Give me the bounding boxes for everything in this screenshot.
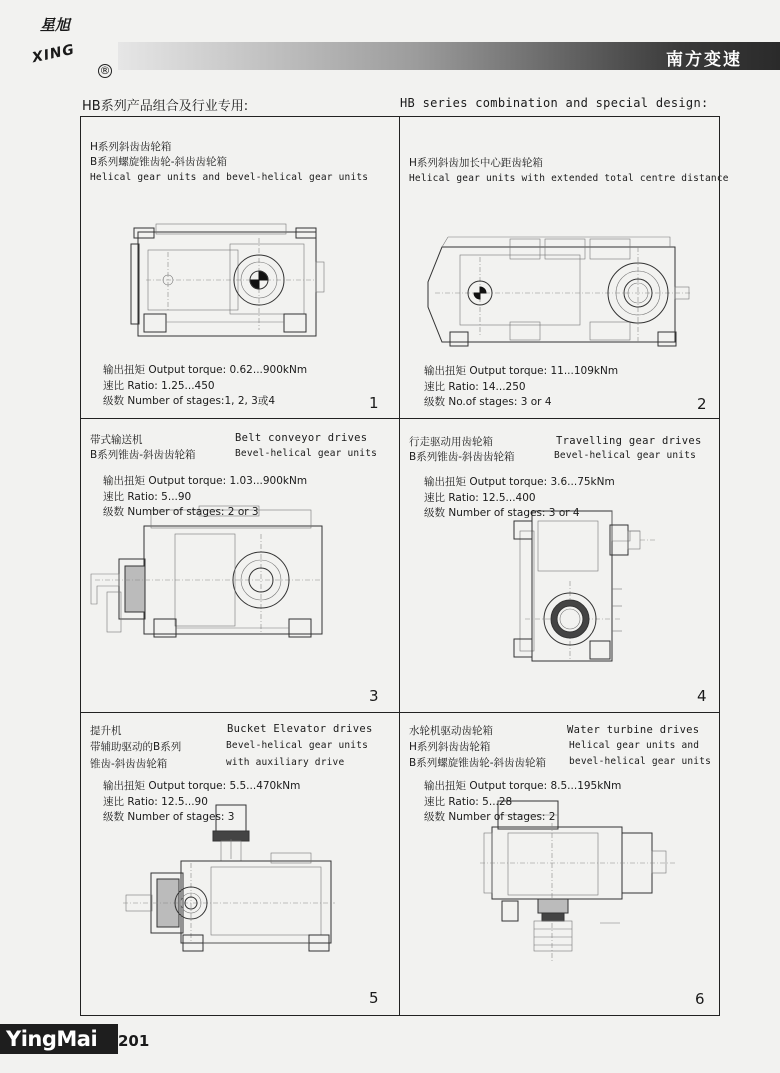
cell-1-line-3: Helical gear units and bevel-helical gear units xyxy=(90,172,369,183)
cell-3-spec-stages: 级数 Number of stages: 2 or 3 xyxy=(103,506,259,518)
product-cell-1 xyxy=(81,117,400,419)
page-title-cn: HB系列产品组合及行业专用: xyxy=(82,99,249,114)
cell-6-number: 6 xyxy=(695,990,705,1008)
cell-2-number: 2 xyxy=(697,395,707,413)
cell-1-spec-stages: 级数 Number of stages:1, 2, 3或4 xyxy=(103,395,276,407)
cell-2-spec-stages: 级数 No.of stages: 3 or 4 xyxy=(424,396,552,408)
cell-4-number: 4 xyxy=(697,687,707,705)
cell-5-spec-ratio: 速比 Ratio: 12.5...90 xyxy=(103,795,208,808)
cell-3-title-cn: 带式输送机 xyxy=(90,434,143,446)
cell-5-spec-stages: 级数 Number of stages: 3 xyxy=(103,811,235,823)
header-bar xyxy=(118,42,780,70)
cell-6-spec-ratio: 速比 Ratio: 5...28 xyxy=(424,795,513,808)
logo-en-text: XING xyxy=(30,41,77,67)
product-cell-4 xyxy=(400,419,719,713)
cell-3-sub-cn: B系列锥齿-斜齿齿轮箱 xyxy=(90,449,196,461)
bucket-elevator-drive-drawing xyxy=(121,803,341,958)
cell-5-spec-torque: 输出扭矩 Output torque: 5.5...470kNm xyxy=(103,780,301,792)
cell-6-title-en: Water turbine drives xyxy=(567,724,700,736)
cell-3-spec-torque: 输出扭矩 Output torque: 1.03...900kNm xyxy=(103,475,308,487)
cell-5-sub-en: Bevel-helical gear units xyxy=(226,740,369,751)
cell-6-sub-cn-2: B系列螺旋锥齿轮-斜齿齿轮箱 xyxy=(409,757,546,769)
cell-2-spec-torque: 输出扭矩 Output torque: 11...109kNm xyxy=(424,365,619,377)
cell-4-spec-ratio: 速比 Ratio: 12.5...400 xyxy=(424,491,536,504)
cell-1-line-1: H系列斜齿齿轮箱 xyxy=(90,141,172,153)
cell-3-specs xyxy=(103,474,307,521)
product-grid xyxy=(80,116,729,1016)
product-cell-2 xyxy=(400,117,729,419)
cell-4-spec-stages: 级数 Number of stages: 3 or 4 xyxy=(424,507,580,519)
page-number: 201 xyxy=(118,1032,150,1050)
cell-2-spec-ratio: 速比 Ratio: 14...250 xyxy=(424,380,526,393)
cell-1-number: 1 xyxy=(369,394,379,412)
brand-logo xyxy=(30,12,120,82)
cell-2-specs xyxy=(424,364,618,411)
product-cell-6 xyxy=(400,713,719,1015)
cell-1-line-2: B系列螺旋锥齿轮-斜齿齿轮箱 xyxy=(90,156,227,168)
product-cell-5 xyxy=(81,713,400,1015)
cell-6-spec-torque: 输出扭矩 Output torque: 8.5...195kNm xyxy=(424,780,622,792)
registered-mark: ® xyxy=(99,64,111,77)
cell-3-number: 3 xyxy=(369,687,379,705)
cell-1-specs xyxy=(103,363,307,410)
footer-brand-name: YingMai xyxy=(0,1024,118,1054)
cell-4-specs xyxy=(424,475,615,522)
cell-6-sub-en-2: bevel-helical gear units xyxy=(569,756,712,767)
cell-2-line-2: Helical gear units with extended total centre distance xyxy=(409,173,729,184)
cell-1-spec-torque: 输出扭矩 Output torque: 0.62...900kNm xyxy=(103,364,308,376)
cell-5-sub-cn: 带辅助驱动的B系列 xyxy=(90,741,182,753)
cell-5-sub-cn-2: 锥齿-斜齿齿轮箱 xyxy=(90,758,168,770)
extended-centre-gear-unit-drawing xyxy=(420,227,700,357)
cell-5-sub-en-2: with auxiliary drive xyxy=(226,757,345,768)
cell-3-spec-ratio: 速比 Ratio: 5...90 xyxy=(103,490,192,503)
cell-6-sub-cn: H系列斜齿齿轮箱 xyxy=(409,741,491,753)
cell-4-sub-cn: B系列锥齿-斜齿齿轮箱 xyxy=(409,451,515,463)
cell-4-spec-torque: 输出扭矩 Output torque: 3.6...75kNm xyxy=(424,476,615,488)
cell-6-title-cn: 水轮机驱动齿轮箱 xyxy=(409,725,493,737)
cell-5-title-cn: 提升机 xyxy=(90,725,122,737)
header-brand-text: 南方变速 xyxy=(666,50,742,70)
logo-cn-text: 星旭 xyxy=(40,16,71,34)
product-cell-3 xyxy=(81,419,400,713)
cell-5-number: 5 xyxy=(369,989,379,1007)
page-title-en: HB series combination and special design: xyxy=(400,96,709,110)
cell-5-title-en: Bucket Elevator drives xyxy=(227,723,373,735)
travelling-gear-drive-drawing xyxy=(510,501,660,666)
cell-4-title-en: Travelling gear drives xyxy=(556,435,702,447)
cell-3-title-en: Belt conveyor drives xyxy=(235,432,368,444)
cell-5-specs xyxy=(103,779,300,826)
cell-4-title-cn: 行走驱动用齿轮箱 xyxy=(409,436,493,448)
cell-2-line-1: H系列斜齿加长中心距齿轮箱 xyxy=(409,157,543,169)
cell-4-sub-en: Bevel-helical gear units xyxy=(554,450,697,461)
cell-6-sub-en: Helical gear units and xyxy=(569,740,700,751)
cell-6-spec-stages: 级数 Number of stages: 2 xyxy=(424,811,556,823)
belt-conveyor-drive-drawing xyxy=(89,504,329,654)
footer-brand xyxy=(0,1024,150,1054)
cell-6-specs xyxy=(424,779,621,826)
helical-gear-unit-drawing xyxy=(126,222,326,347)
cell-1-spec-ratio: 速比 Ratio: 1.25...450 xyxy=(103,379,215,392)
cell-3-sub-en: Bevel-helical gear units xyxy=(235,448,378,459)
